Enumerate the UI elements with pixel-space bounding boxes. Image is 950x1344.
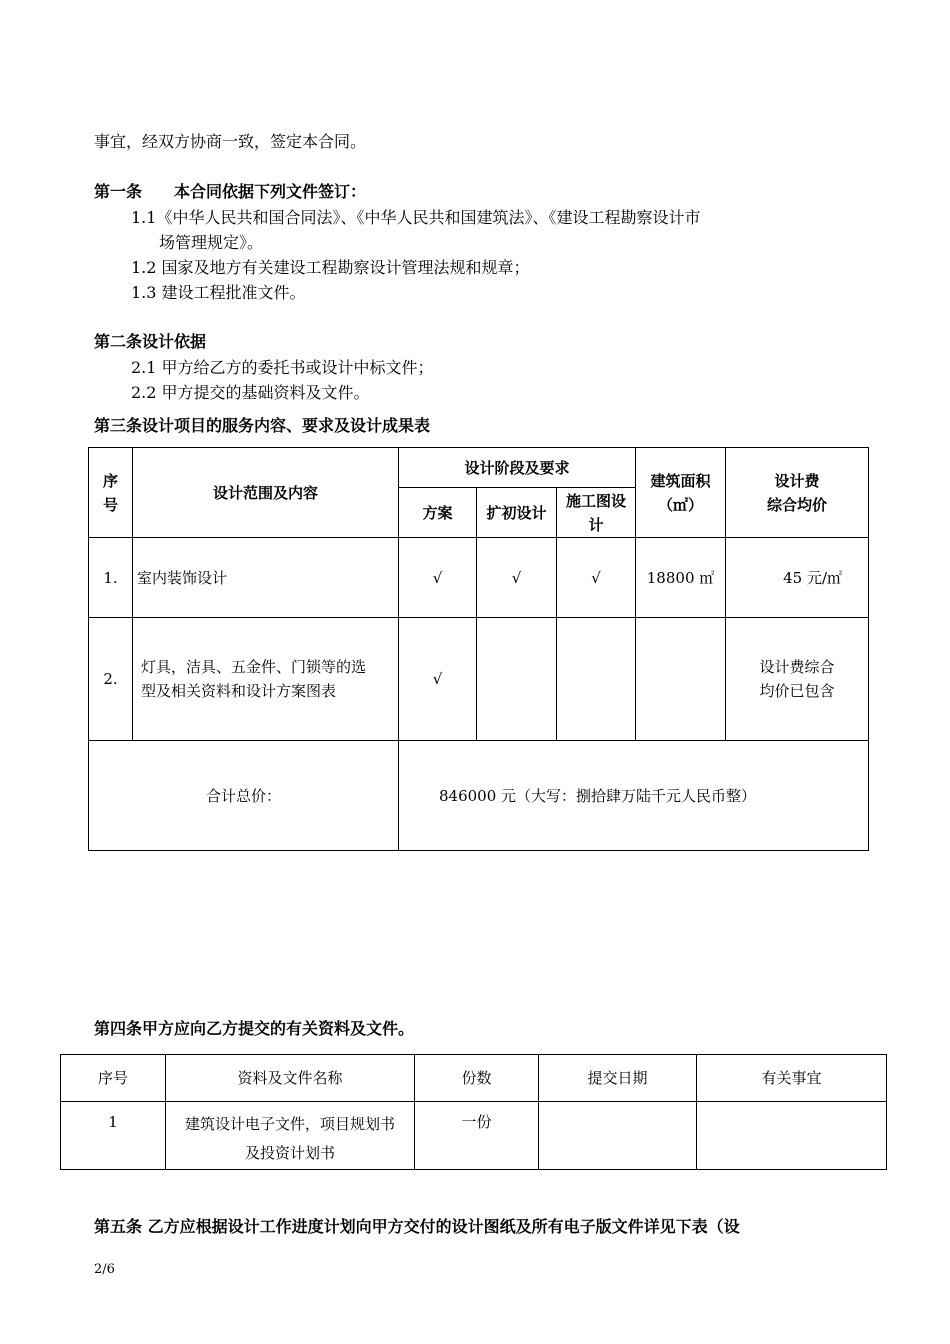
table-row (89, 618, 869, 741)
cell-scheme: √ (399, 618, 477, 741)
header-construction: 施工图设 计 (557, 488, 636, 538)
cell-area (636, 618, 726, 741)
header-name: 资料及文件名称 (166, 1055, 415, 1102)
article1-item: 1.2 国家及地方有关建设工程勘察设计管理法规和规章； (131, 258, 530, 277)
page-number: 2/6 (94, 1262, 115, 1277)
cell-fee: 设计费综合 均价已包含 (726, 618, 869, 741)
header-scope: 设计范围及内容 (133, 448, 399, 538)
article1-item: 1.1《中华人民共和国合同法》、《中华人民共和国建筑法》、《建设工程勘察设计市 (131, 208, 701, 227)
design-results-table (88, 447, 869, 851)
cell-fee: 45 元/㎡ (726, 538, 869, 618)
cell-construction (557, 618, 636, 741)
header-prelim: 扩初设计 (477, 488, 557, 538)
cell-note (697, 1102, 887, 1170)
article2-item: 2.2 甲方提交的基础资料及文件。 (131, 383, 370, 402)
total-row (89, 741, 869, 851)
header-fee: 设计费 综合均价 (726, 448, 869, 538)
article2-item: 2.1 甲方给乙方的委托书或设计中标文件； (131, 358, 434, 377)
cell-seq: 2. (89, 618, 133, 741)
article4-title: 第四条甲方应向乙方提交的有关资料及文件。 (94, 1019, 415, 1038)
cell-seq: 1 (61, 1102, 166, 1170)
article3-title: 第三条设计项目的服务内容、要求及设计成果表 (94, 416, 431, 435)
cell-name: 建筑设计电子文件，项目规划书 及投资计划书 (166, 1102, 415, 1170)
cell-construction: √ (557, 538, 636, 618)
article1-title: 第一条 本合同依据下列文件签订： (94, 182, 367, 201)
article2-title: 第二条设计依据 (94, 332, 207, 351)
header-note: 有关事宜 (697, 1055, 887, 1102)
cell-copies: 一份 (415, 1102, 539, 1170)
header-seq: 序 号 (89, 448, 133, 538)
header-copies: 份数 (415, 1055, 539, 1102)
cell-scheme: √ (399, 538, 477, 618)
header-area: 建筑面积 （㎡） (636, 448, 726, 538)
total-label: 合计总价： (89, 741, 399, 851)
cell-prelim: √ (477, 538, 557, 618)
intro-line: 事宜，经双方协商一致，签定本合同。 (94, 132, 367, 151)
article1-item: 1.3 建设工程批准文件。 (131, 283, 306, 302)
cell-area: 18800 ㎡ (636, 538, 726, 618)
cell-prelim (477, 618, 557, 741)
header-stage: 设计阶段及要求 (399, 448, 636, 488)
article5-title: 第五条 乙方应根据设计工作进度计划向甲方交付的设计图纸及所有电子版文件详见下表（设 (94, 1217, 740, 1236)
header-scheme: 方案 (399, 488, 477, 538)
cell-scope: 灯具，洁具、五金件、门锁等的选 型及相关资料和设计方案图表 (133, 618, 399, 741)
cell-seq: 1. (89, 538, 133, 618)
article1-item: 场管理规定》。 (159, 233, 264, 252)
documents-table (60, 1054, 887, 1170)
table-row (61, 1102, 887, 1170)
header-seq: 序号 (61, 1055, 166, 1102)
total-value: 846000 元（大写：捌拾肆万陆千元人民币整） (399, 741, 869, 851)
cell-scope: 室内装饰设计 (133, 538, 399, 618)
cell-date (539, 1102, 697, 1170)
header-date: 提交日期 (539, 1055, 697, 1102)
table-row (89, 538, 869, 618)
